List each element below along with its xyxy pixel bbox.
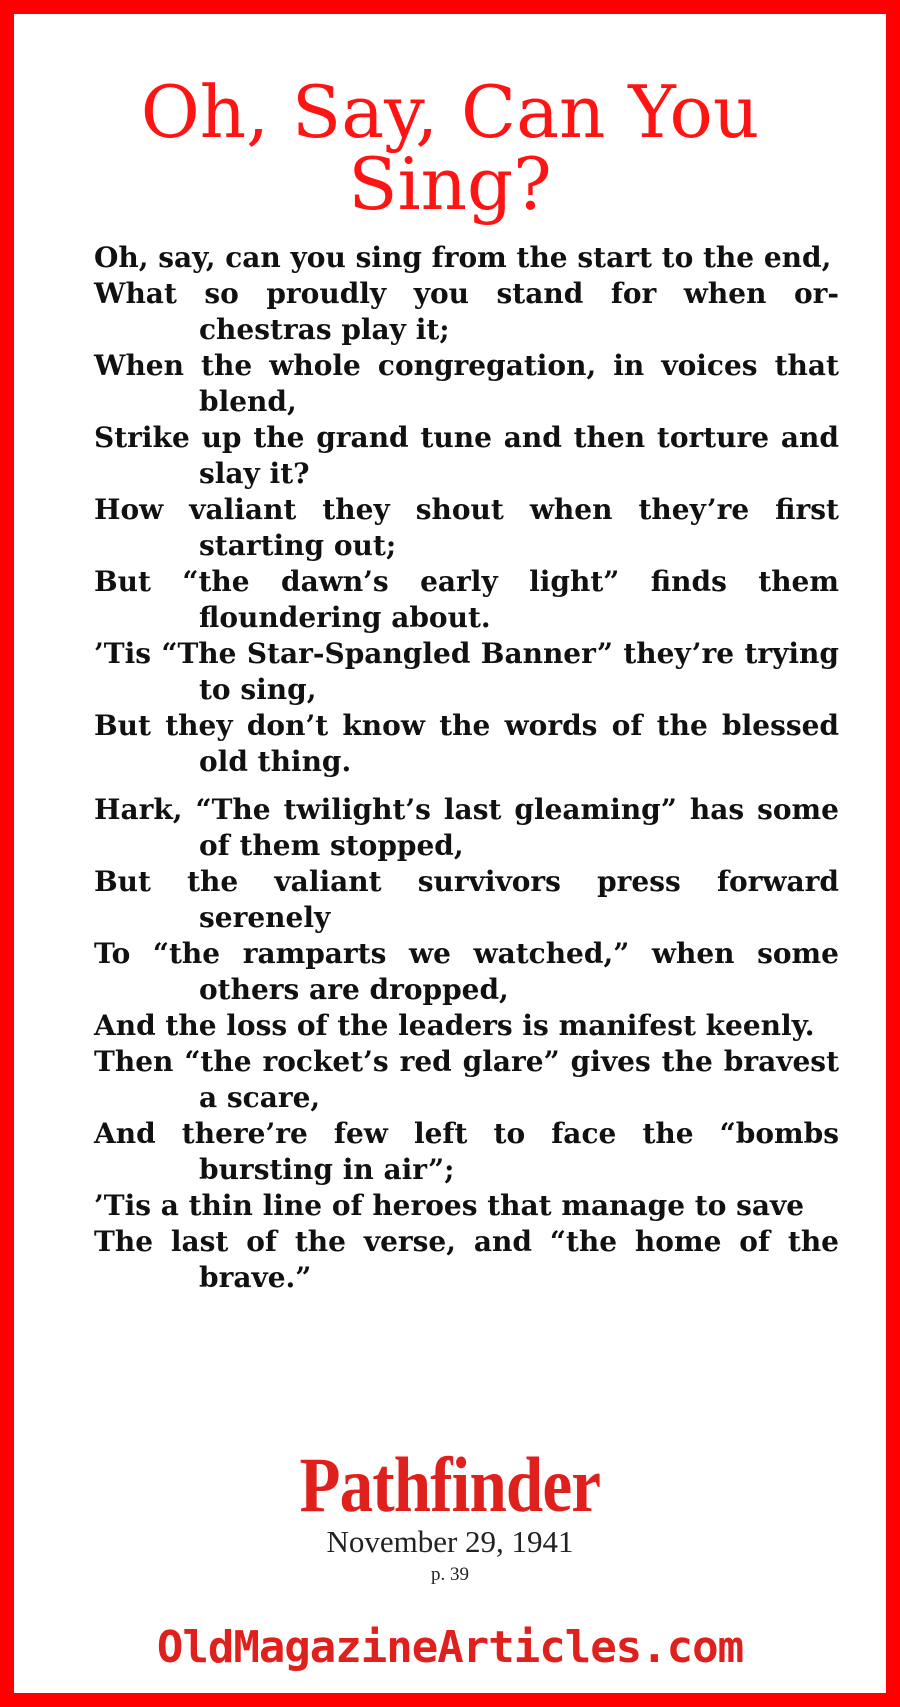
poem-line: When the whole congregation, in voices that blend, bbox=[94, 349, 839, 418]
poem-line: What so proudly you stand for when or-chestras play it; bbox=[94, 277, 839, 346]
poem-line: To “the ramparts we watched,” when some others are dropped, bbox=[94, 937, 839, 1006]
poem-line: Oh, say, can you sing from the start to the end, bbox=[94, 241, 832, 274]
poem-line: The last of the verse, and “the home of the brave.” bbox=[94, 1225, 839, 1294]
publication-date: November 29, 1941 bbox=[326, 1524, 574, 1559]
poem-line: Then “the rocket’s red glare” gives the bravest a scare, bbox=[94, 1045, 839, 1114]
poem-line: ’Tis a thin line of heroes that manage to save bbox=[94, 1189, 805, 1222]
page-number: p. 39 bbox=[431, 1564, 469, 1585]
poem-line: And there’re few left to face the “bombs bursting in air”; bbox=[94, 1117, 839, 1186]
poem-line: Strike up the grand tune and then torture and slay it? bbox=[94, 421, 839, 490]
poem-line: But “the dawn’s early light” finds them floundering about. bbox=[94, 565, 839, 634]
poem-line: ’Tis “The Star-Spangled Banner” they’re trying to sing, bbox=[94, 637, 839, 706]
stanza-2 bbox=[94, 792, 839, 1296]
poem-line: Hark, “The twilight’s last gleaming” has some of them stopped, bbox=[94, 793, 839, 862]
poem-line: How valiant they shout when they’re first starting out; bbox=[94, 493, 839, 562]
source-attribution bbox=[28, 1441, 872, 1585]
poem bbox=[94, 240, 839, 1296]
stanza-1 bbox=[94, 240, 839, 780]
publication-name: Pathfinder bbox=[299, 1441, 601, 1528]
site-name: OldMagazineArticles.com bbox=[156, 1622, 744, 1673]
article-title: Oh, Say, Can You Sing? bbox=[140, 70, 760, 226]
poem-line: But the valiant survivors press forward serenely bbox=[94, 865, 839, 934]
poem-line: But they don’t know the words of the blessed old thing. bbox=[94, 709, 839, 778]
poem-line: And the loss of the leaders is manifest keenly. bbox=[94, 1009, 815, 1042]
